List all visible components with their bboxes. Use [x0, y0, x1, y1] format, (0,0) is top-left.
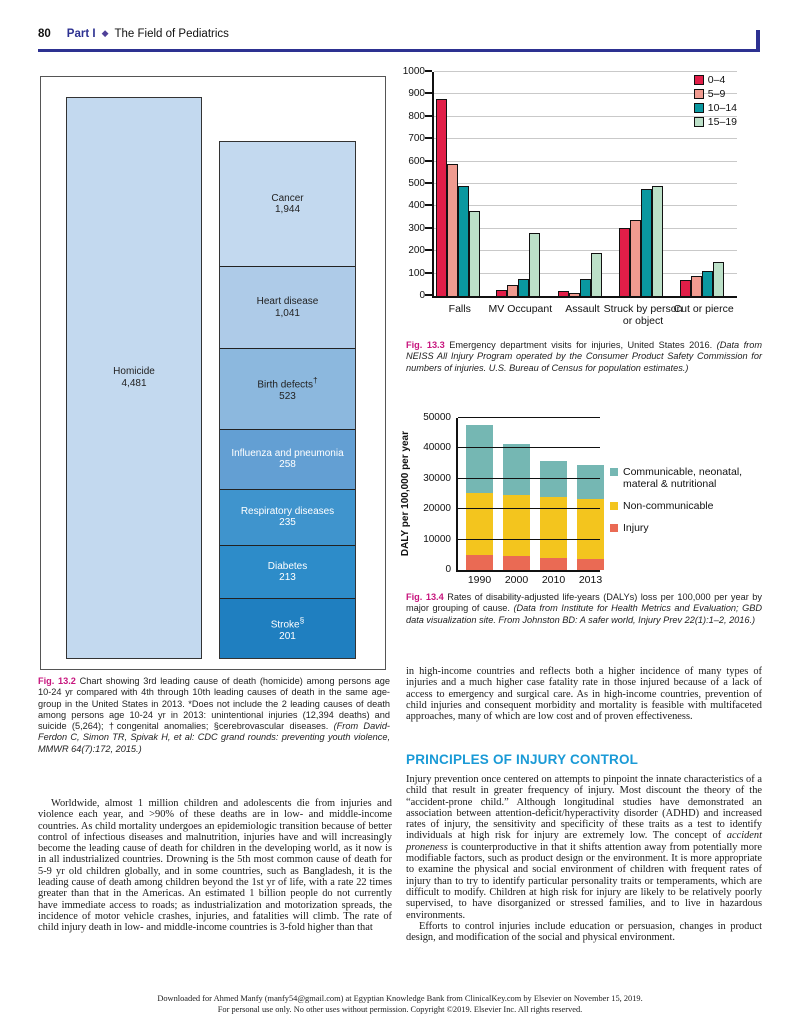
y-tick-label: 0 — [445, 564, 451, 575]
plot-area — [402, 66, 737, 327]
bar-label-text: Cancer — [271, 192, 304, 204]
legend-swatch — [694, 75, 704, 85]
y-tick-label: 100 — [408, 267, 425, 279]
legend — [610, 466, 762, 534]
legend-swatch — [610, 468, 618, 476]
bar-group-3 — [558, 253, 602, 296]
bar-label-text: Diabetes — [267, 560, 308, 572]
figure-13-3-caption: Fig. 13.3 Emergency department visits for injuries, United States 2016. (Data from NEISS All Injury Program operated by the Consumer Product Safety Commission for numbers of injuries. U.S. Bureau of Census for population estimates.) — [406, 340, 762, 373]
y-tick-mark — [425, 204, 432, 206]
homicide-bar — [66, 97, 202, 659]
legend-swatch — [610, 502, 618, 510]
gridline — [458, 478, 600, 479]
segment — [466, 555, 493, 570]
y-tick-label: 0 — [419, 290, 425, 301]
figure-13-2-caption: Fig. 13.2 Chart showing 3rd leading cause of death (homicide) among persons age 10-24 yr compared with 4th through 10th leading causes of death in the same age-group in the United States in 2013. *Does not include the 2 leading causes of death among persons age 10-24 yr in 2013: unintentional injuries (12,394 deaths) and suicide (5,264); †congenital anomalies; §cerebrovascular diseases. (From David-Ferdon C, Simon TR, Spivak H, et al: CDC grand rounds: preventing youth violence, MMWR 64(7):172, 2015.) — [38, 676, 390, 754]
section-title: The Field of Pediatrics — [114, 28, 229, 40]
gridline — [458, 447, 600, 448]
legend — [694, 74, 737, 128]
paragraph: Worldwide, almost 1 million children and adolescents die from injuries and violence each year, and >90% of these deaths are in low- and middle-income countries. As child mortality undergoes an epidemiologic transition because of better control of infectious diseases and malnutrition, injuries have and will increasingly become the leading cause of death for children in the developing world, as it now is in all industrialized countries. Drowning is the 5th most common cause of death for 5-9 yr old children globally, and in some countries, such as Bangladesh, it is the leading cause of death among children beyond the 1st yr of life, with a rate 22 times greater than that in the Americas. An estimated 1 billion people do not currently have immediate access to roads; as industrialization and motorization spreads, the incidence of motor vehicle crashes, injuries, and fatalities will climb. The rate of child injury death in low- and middle-income countries is 3-fold higher than that — [38, 798, 392, 934]
bar-label — [257, 296, 319, 319]
paragraph: in high-income countries and reflects both a higher incidence of many types of injuries and a much higher case fatality rate in those injured because of a lack of access to emergency and surgical care. As in high-income countries, prevention of child injuries and consequent morbidity and mortality is feasible with multifaceted approaches, many of which are low cost and of proven effectiveness. — [406, 666, 762, 723]
page-footer — [0, 994, 800, 1015]
right-column-text-top — [406, 666, 762, 722]
stacked-bar-2000 — [503, 444, 530, 570]
y-tick-label: 600 — [408, 155, 425, 167]
bar-label-text: Respiratory diseases — [240, 505, 335, 517]
y-tick-label: 50000 — [423, 412, 451, 423]
y-tick-label: 30000 — [423, 472, 451, 484]
bar — [702, 271, 713, 296]
x-axis-label: Struck by person or object — [603, 303, 683, 327]
legend-swatch — [610, 524, 618, 532]
figure-13-4-chart — [398, 404, 762, 590]
x-axis-label: MV Occupant — [488, 303, 553, 315]
bar-label — [271, 193, 303, 216]
legend-label: Injury — [623, 522, 649, 534]
segment-birth-defects — [220, 348, 355, 429]
footer-line-1: Downloaded for Ahmed Manfy (manfy54@gmail.com) at Egyptian Knowledge Bank from ClinicalKey.com by Elsevier on November 15, 2019. — [157, 994, 643, 1003]
segment-influenza-and-pneumonia — [220, 429, 355, 489]
bar-group-5 — [680, 262, 724, 296]
y-tick-label: 500 — [408, 178, 425, 189]
segment — [503, 556, 530, 570]
segment — [540, 461, 567, 497]
left-column-text — [38, 798, 392, 934]
segment-diabetes — [220, 545, 355, 598]
segment — [503, 495, 530, 556]
bar — [680, 280, 691, 296]
bar-label-text: Heart disease — [256, 296, 319, 308]
legend-label: 5–9 — [707, 88, 726, 100]
bar-label-text: Influenza and pneumonia — [231, 447, 344, 459]
legend-label: 0–4 — [707, 74, 726, 86]
y-tick-label: 300 — [408, 222, 425, 234]
bar-label-value: 1,041 — [274, 307, 300, 319]
right-column-text-bottom — [406, 774, 762, 943]
bar-label-value: 4,481 — [121, 378, 147, 389]
y-tick-label: 400 — [408, 200, 425, 212]
y-tick-mark — [425, 92, 432, 94]
y-tick-label: 700 — [408, 133, 425, 145]
y-tick-label: 200 — [408, 245, 425, 257]
paragraph: Efforts to control injuries include education or persuasion, changes in product design, and modification of the social and physical environment. — [406, 920, 762, 944]
part-label: Part I — [66, 28, 96, 40]
header-rule-tab — [756, 30, 760, 52]
figure-13-4-caption: Fig. 13.4 Rates of disability-adjusted life-years (DALYs) loss per 100,000 per year by major grouping of cause. (Data from Institute for Health Metrics and Evaluation; GBD data visualization site. From Johnston BD: A safer world, Injury Prev 22(1):1–2, 2016.) — [406, 592, 762, 625]
segment-cancer — [220, 142, 355, 266]
bar-group-1 — [436, 99, 480, 296]
section-heading: PRINCIPLES OF INJURY CONTROL — [406, 752, 639, 767]
y-tick-label: 20000 — [423, 503, 451, 515]
y-tick-mark — [425, 70, 432, 72]
bar-group-2 — [496, 233, 540, 296]
legend-item — [610, 466, 762, 490]
y-tick-label: 10000 — [423, 533, 451, 545]
bar — [619, 228, 630, 296]
y-axis-label: DALY per 100,000 per year — [400, 431, 411, 557]
figure-13-2-chart — [40, 76, 386, 670]
x-axis-label: 2000 — [504, 574, 529, 586]
legend-item — [694, 74, 737, 86]
x-axis-label: 1990 — [467, 574, 492, 586]
segment-stroke — [220, 598, 355, 658]
legend-item — [694, 88, 737, 100]
x-axis-label: 2013 — [578, 574, 603, 586]
y-tick-mark — [425, 227, 432, 229]
x-axis-label: Cut or pierce — [673, 303, 734, 315]
segment — [503, 444, 530, 495]
segment — [466, 425, 493, 493]
y-tick-label: 900 — [408, 88, 425, 100]
bar-label-text: Stroke§ — [270, 614, 305, 631]
bar — [469, 211, 480, 296]
bar-label — [257, 375, 317, 402]
bar-label-text: Birth defects† — [257, 375, 318, 391]
bar-label — [231, 448, 343, 471]
legend-item — [610, 522, 762, 534]
bar — [591, 253, 602, 296]
bar-label — [113, 366, 155, 390]
bar — [652, 186, 663, 296]
segment — [577, 465, 604, 498]
x-axis-label: Falls — [448, 303, 471, 315]
bar — [447, 164, 458, 296]
bar — [580, 279, 591, 296]
page-header — [38, 28, 762, 40]
header-rule — [38, 49, 760, 52]
legend-label: Non-communicable — [623, 500, 714, 512]
bar-group-4 — [619, 186, 663, 296]
y-tick-mark — [425, 160, 432, 162]
bar-label-value: 213 — [279, 572, 296, 584]
x-axis-label: 2010 — [541, 574, 566, 586]
bar — [691, 276, 702, 296]
segment — [466, 493, 493, 555]
y-tick-mark — [425, 249, 432, 251]
y-tick-mark — [425, 115, 432, 117]
diamond-icon: ◆ — [101, 28, 109, 38]
legend-label: Communicable, neonatal, materal & nutritional — [623, 466, 743, 490]
segment-respiratory-diseases — [220, 489, 355, 545]
plot-area — [423, 412, 603, 586]
segment-heart-disease — [220, 266, 355, 348]
paragraph: Injury prevention once centered on attempts to pinpoint the innate characteristics of a child that result in greater frequency of injury. Most discount the theory of the “accident-prone child.” Although longitudinal studies have demonstrated an association between attention-deficit/hyperactivity disorder (ADHD) and increased rates of injury, the sensitivity and specificity of these traits as a test to identify individuals at high risk for injury are extremely low. The concept of accident proneness is counterproductive in that it shifts attention away from potentially more modifiable factors, such as product design or the environment. It is more appropriate to examine the physical and social environment of children with frequent rates of injury than to try to identify particular personality traits or temperaments, which are difficult to modify. Children at high risk for injury are likely to be relatively poorly supervised, to have disorganized or stressed families, and to live in hazardous environments. — [406, 774, 762, 921]
bar — [558, 291, 569, 296]
bar — [436, 99, 447, 296]
bar — [458, 186, 469, 296]
y-tick-mark — [425, 182, 432, 184]
bar-label-value: 258 — [279, 459, 296, 471]
bar-label — [268, 561, 307, 584]
bar — [507, 285, 518, 296]
y-tick-label: 40000 — [423, 442, 451, 454]
y-tick-mark — [425, 137, 432, 139]
bar — [518, 279, 529, 296]
gridline — [434, 93, 737, 94]
bar — [496, 290, 507, 296]
y-tick-mark — [425, 272, 432, 274]
gridline — [458, 508, 600, 509]
bar — [641, 189, 652, 296]
bar — [569, 293, 580, 296]
bar-label-text: Homicide — [113, 366, 155, 377]
legend-label: 15–19 — [707, 116, 737, 128]
legend-label: 10–14 — [707, 102, 737, 114]
bar-label-value: 235 — [279, 517, 296, 529]
segment — [540, 558, 567, 570]
gridline — [458, 417, 600, 418]
legend-item — [694, 102, 737, 114]
bar-label — [241, 506, 334, 529]
gridline — [434, 71, 737, 72]
y-tick-label: 800 — [408, 110, 425, 122]
y-tick-mark — [425, 294, 432, 296]
stacked-bar-2013 — [577, 465, 604, 570]
page-number: 80 — [38, 28, 51, 40]
bar-label-value: 201 — [279, 630, 296, 642]
x-axis-label: Assault — [565, 303, 600, 315]
figure-13-3-chart — [398, 64, 762, 338]
bar-label-value: 1,944 — [274, 204, 301, 216]
legend-swatch — [694, 103, 704, 113]
bar — [630, 220, 641, 296]
legend-swatch — [694, 117, 704, 127]
bar — [529, 233, 540, 296]
bar-label-value: 523 — [279, 391, 296, 403]
legend-item — [610, 500, 762, 512]
segment — [540, 497, 567, 558]
legend-item — [694, 116, 737, 128]
footer-line-2: For personal use only. No other uses without permission. Copyright ©2019. Elsevier Inc. All rights reserved. — [217, 1004, 583, 1014]
bar — [713, 262, 724, 296]
legend-swatch — [694, 89, 704, 99]
gridline — [458, 539, 600, 540]
segment — [577, 559, 604, 570]
bar-label — [271, 615, 305, 642]
y-tick-label: 1000 — [402, 66, 425, 77]
leading-causes-stack — [219, 141, 356, 659]
